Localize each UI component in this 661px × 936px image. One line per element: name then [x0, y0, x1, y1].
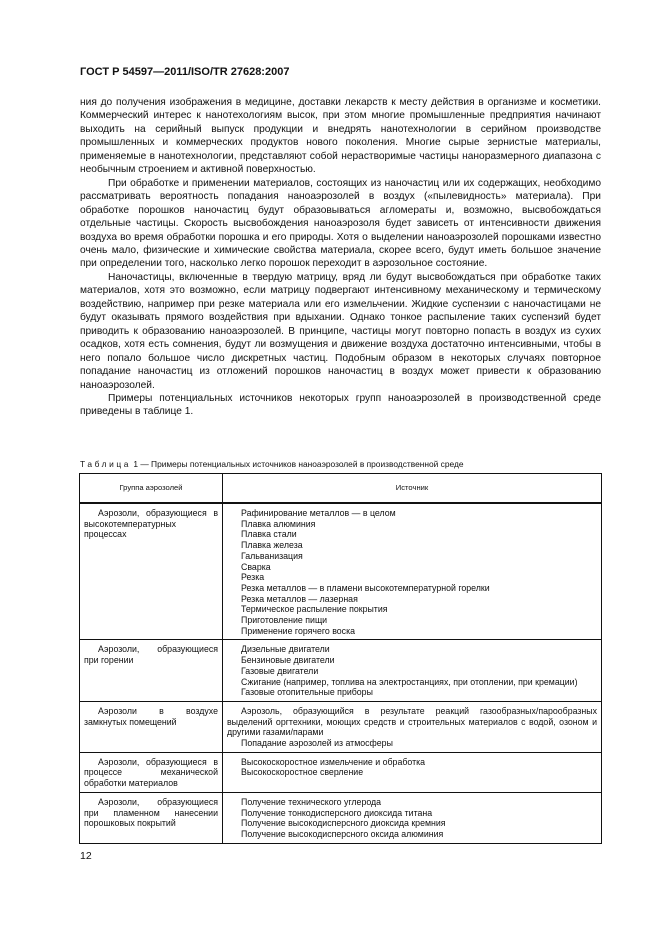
source-cell: [223, 701, 602, 752]
sources-table: [79, 473, 602, 844]
aerosol-group: Аэрозоли в воздухе замкнутых помещений: [84, 705, 218, 727]
source-item: Попадание аэрозолей из атмосферы: [241, 738, 393, 749]
table-header-row: [80, 474, 602, 504]
table-body: [80, 503, 602, 843]
source-item: Гальванизация: [241, 550, 303, 561]
source-item: Дизельные двигатели: [241, 644, 330, 655]
aerosol-group: Аэрозоли, образующиеся в процессе механической обработки материалов: [84, 756, 218, 789]
source-item: Плавка алюминия: [241, 518, 316, 529]
table-row: [80, 752, 602, 792]
source-item: Аэрозоль, образующийся в результате реакций газообразных/парообразных выделений оргтехники, моющих средств и строительных материалов с водой, озоном и другими газами/парами: [227, 705, 597, 738]
source-item: Рафинирование металлов — в целом: [241, 508, 396, 518]
source-item: Газовые двигатели: [241, 665, 319, 676]
source-item: Сварка: [241, 561, 271, 572]
source-item: Высокоскоростное сверление: [241, 767, 364, 778]
aerosol-group-cell: [80, 640, 223, 702]
table-row: [80, 640, 602, 702]
source-item: Плавка железа: [241, 540, 303, 551]
paragraph: Наночастицы, включенные в твердую матрицу, вряд ли будут высвобождаться при обработке таких материалов, хотя это возможно, если матрицу подвергают интенсивному механическому и термическому воздействию, например при резке материала или его измельчении. Жидкие суспензии с наночастицами не будут оказывать прямого воздействия при вдыхании. Однако тонкое распыление таких суспензий будет приводить к образованию наноаэрозолей. В принципе, частицы могут повторно попасть в воздух из сухих осадков, хотя есть сомнения, будут ли возмущения и движение воздуха достаточно интенсивными, чтобы в него попало большое число дискретных частиц. Подобным образом в некоторых случаях повторное попадание наночастиц из отложений порошков наночастиц в воздух может привести к образованию наноаэрозолей.: [80, 271, 601, 391]
table-row: [80, 503, 602, 640]
aerosol-group-cell: [80, 503, 223, 640]
table-caption-text: 1 — Примеры потенциальных источников наноаэрозолей в производственной среде: [133, 459, 464, 469]
source-cell: [223, 503, 602, 640]
source-item: Резка металлов — лазерная: [241, 593, 358, 604]
source-item: Получение высокодисперсного диоксида кремния: [241, 818, 446, 829]
aerosol-group: Аэрозоли, образующиеся при пламенном нанесении порошковых покрытий: [84, 796, 218, 829]
source-item: Резка металлов — в пламени высокотемпературной горелки: [241, 582, 490, 593]
document-header: ГОСТ Р 54597—2011/ISO/TR 27628:2007: [80, 66, 290, 78]
source-item: Газовые отопительные приборы: [241, 687, 373, 698]
column-header-group: Группа аэрозолей: [80, 474, 223, 504]
source-item: Бензиновые двигатели: [241, 655, 335, 666]
body-text: [80, 96, 601, 419]
source-item: Сжигание (например, топлива на электростанциях, при отоплении, при кремации): [241, 676, 578, 687]
table-row: [80, 792, 602, 843]
source-item: Высокоскоростное измельчение и обработка: [241, 756, 426, 767]
table-caption-label: Таблица: [80, 459, 132, 469]
page-number: 12: [80, 850, 92, 862]
table-row: [80, 701, 602, 752]
source-cell: [223, 640, 602, 702]
aerosol-group-cell: [80, 701, 223, 752]
aerosol-group-cell: [80, 752, 223, 792]
paragraph: Примеры потенциальных источников некоторых групп наноаэрозолей в производственной среде приведены в таблице 1.: [80, 392, 601, 418]
source-item: Резка: [241, 572, 265, 583]
source-item: Получение высокодисперсного оксида алюминия: [241, 828, 444, 839]
column-header-source: Источник: [223, 474, 602, 504]
source-item: Получение технического углерода: [241, 796, 382, 807]
aerosol-group: Аэрозоли, образующиеся в высокотемпературных процессах: [84, 508, 218, 540]
aerosol-group: Аэрозоли, образующиеся при горении: [84, 644, 218, 666]
source-item: Плавка стали: [241, 529, 297, 540]
source-item: Приготовление пищи: [241, 615, 328, 626]
paragraph: При обработке и применении материалов, состоящих из наночастиц или их содержащих, необходимо рассматривать вероятность попадания наноаэрозолей в воздух («пылевидность» материала). При обработке порошков наночастиц будут образовываться агломераты и, возможно, высвобождаться отдельные частицы. Скорость высвобождения наноаэрозоля будет зависеть от интенсивности движения воздуха во время обработки порошка и его природы. Хотя о выделении наноаэрозолей порошками известно очень мало, физические и химические свойства материала, скорее всего, будут иметь большое значение при определении того, насколько легко порошок переходит в аэрозольное состояние.: [80, 177, 601, 270]
aerosol-group-cell: [80, 792, 223, 843]
source-item: Применение горячего воска: [241, 625, 356, 636]
source-item: Термическое распыление покрытия: [241, 604, 388, 615]
source-cell: [223, 752, 602, 792]
table-caption: [80, 459, 464, 469]
paragraph: ния до получения изображения в медицине, доставки лекарств к месту действия в организме и косметики. Коммерческий интерес к нанотехологиям высок, при этом многие промышленные предприятия начинают выходить на серийный выпуск продукции и внедрять нанотехнологии в серийном производстве промышленных и коммерческих продуктов нового поколения. Многие сырые зернистые материалы, применяемые в нанотехнологии, представляют собой нерастворимые частицы наноразмерного диапазона с необычным строением и активной поверхностью.: [80, 97, 601, 176]
source-cell: [223, 792, 602, 843]
source-item: Получение тонкодисперсного диоксида титана: [241, 807, 433, 818]
